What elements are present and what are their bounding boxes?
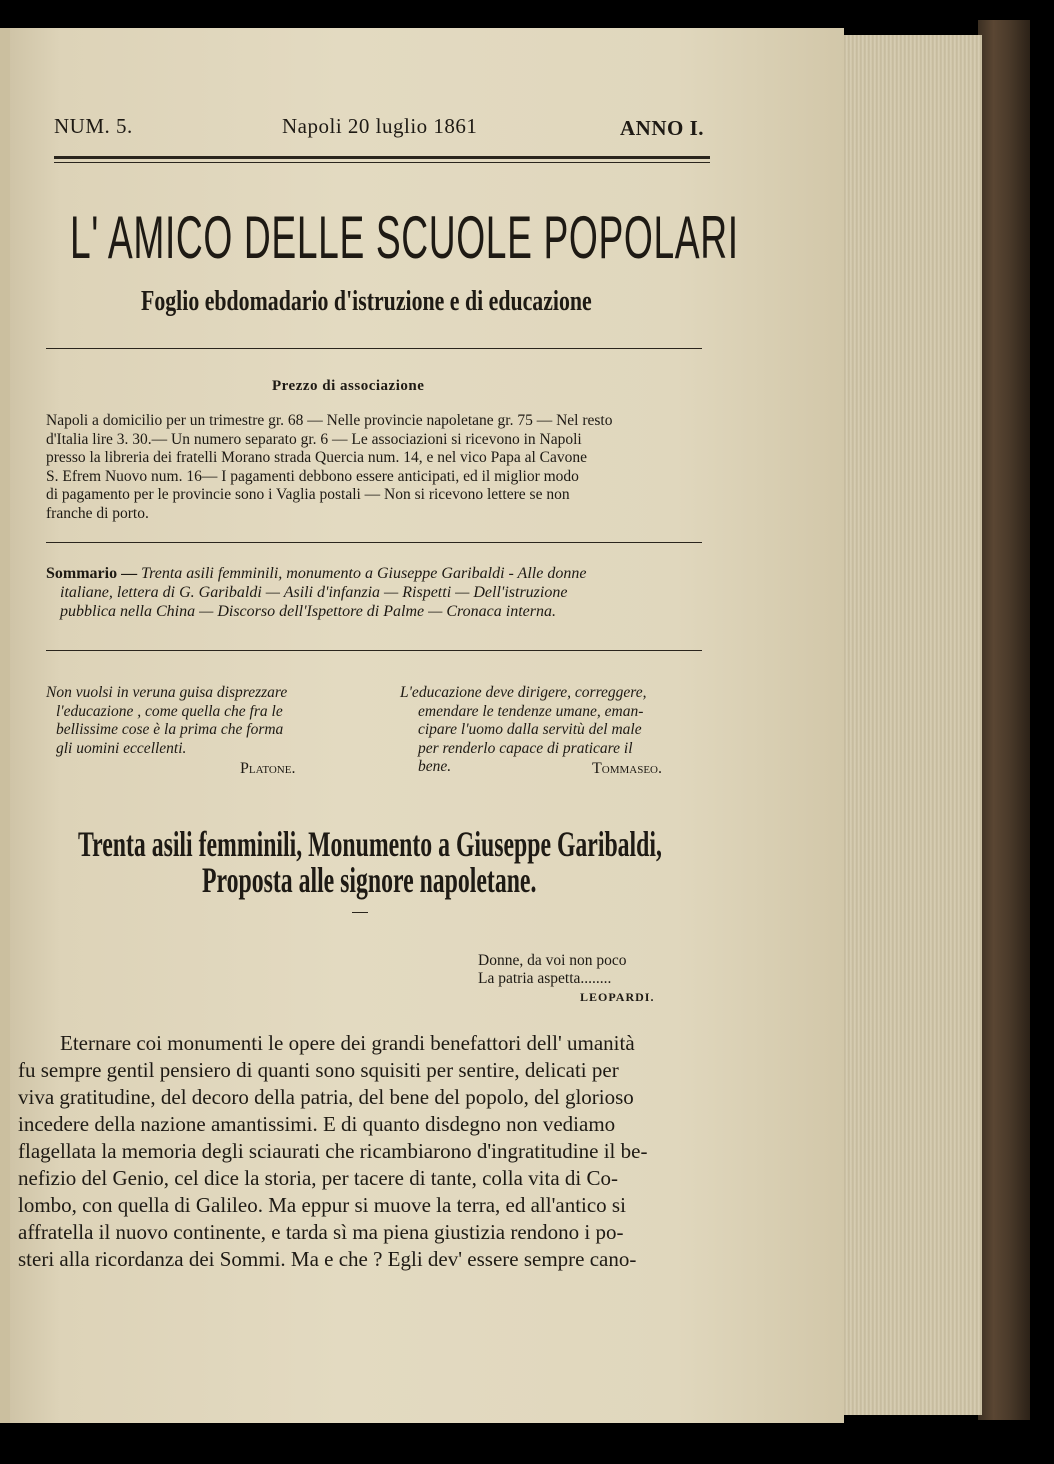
book-cover [978,20,1030,1420]
epigraph-line: gli uomini eccellenti. [56,739,187,757]
quote-line: Donne, da voi non poco [478,952,627,969]
header-rule-thin [54,162,710,163]
newspaper-page [10,28,844,1423]
epigraph-line: L'educazione deve dirigere, correggere, [400,684,647,701]
issue-year: ANNO I. [620,116,705,140]
subscription-line: franche di porto. [46,504,149,522]
header-rule-thick [54,156,710,159]
title-dash [352,912,368,913]
epigraph-left-author: Platone. [240,760,296,777]
epigraph-line: Non vuolsi in veruna guisa disprezzare [46,684,288,701]
body-line: affratella il nuovo continente, e tarda sì ma piena giustizia rendono i po- [18,1220,624,1244]
article-body [18,1030,694,1273]
subscription-line: di pagamento per le provincie sono i Vaglia postali — Non si ricevono lettere se non [46,486,570,503]
issue-date: Napoli 20 luglio 1861 [282,114,478,138]
body-line: nefizio del Genio, cel dice la storia, per tacere di tante, colla vita di Co- [18,1166,618,1190]
summary-line: italiane, lettera di G. Garibaldi — Asili d'infanzia — Rispetti — Dell'istruzione [60,584,568,601]
page-stack-edge [842,35,982,1415]
epigraph-line: emendare le tendenze umane, eman- [418,702,644,720]
quote-author: LEOPARDI. [580,990,655,1004]
epigraph-line: bene. [418,758,452,775]
article-quote [478,952,627,988]
body-line: incedere della nazione amantissimi. E di quanto disdegno non vediamo [18,1112,616,1136]
summary-rule [46,650,702,651]
body-line: steri alla ricordanza dei Sommi. Ma e che ? Egli dev' essere sempre cano- [18,1247,637,1271]
masthead-subtitle: Foglio ebdomadario d'istruzione e di educazione [141,286,592,317]
body-line: Eternare coi monumenti le opere dei grandi benefattori dell' umanità [60,1031,635,1055]
body-line: viva gratitudine, del decoro della patria, del bene del popolo, del glorioso [18,1085,634,1109]
article-title-line1: Trenta asili femminili, Monumento a Giuseppe Garibaldi, [78,824,662,864]
summary-line: Trenta asili femminili, monumento a Giuseppe Garibaldi - Alle donne [141,565,587,582]
article-title-line2: Proposta alle signore napoletane. [202,860,537,900]
epigraph-line: per renderlo capace di praticare il [418,739,633,757]
subscription-heading: Prezzo di associazione [272,378,425,394]
issue-number: NUM. 5. [54,114,133,138]
subscription-rule [46,542,702,543]
summary-block [46,564,706,621]
subscription-text [46,412,702,523]
quote-line: La patria aspetta........ [478,970,612,987]
subscription-line: d'Italia lire 3. 30.— Un numero separato gr. 6 — Le associazioni si ricevono in Napoli [46,430,582,448]
epigraph-line: cipare l'uomo dalla servitù del male [418,721,642,738]
epigraph-line: l'educazione , come quella che fra le [56,702,283,720]
body-line: lombo, con quella di Galileo. Ma eppur si muove la terra, ed all'antico si [18,1193,626,1217]
summary-label: Sommario — [46,565,138,582]
subscription-line: presso la libreria dei fratelli Morano strada Quercia num. 14, e nel vico Papa al Cavone [46,449,588,466]
subscription-line: Napoli a domicilio per un trimestre gr. 68 — Nelle provincie napoletane gr. 75 — Nel resto [46,412,613,429]
body-line: flagellata la memoria degli sciaurati che ricambiarono d'ingratitudine il be- [18,1139,648,1163]
masthead-title: L' AMICO DELLE SCUOLE POPOLARI [70,204,739,271]
subscription-line: S. Efrem Nuovo num. 16— I pagamenti debbono essere anticipati, ed il miglior modo [46,467,579,485]
epigraph-right-author: Tommaseo. [592,760,663,777]
epigraph-left [46,684,346,758]
masthead-rule [46,348,702,349]
epigraph-line: bellissime cose è la prima che forma [56,721,284,738]
summary-line: pubblica nella China — Discorso dell'Ispettore di Palme — Cronaca interna. [60,603,556,620]
body-line: fu sempre gentil pensiero di quanti sono squisiti per sentire, delicati per [18,1058,619,1082]
